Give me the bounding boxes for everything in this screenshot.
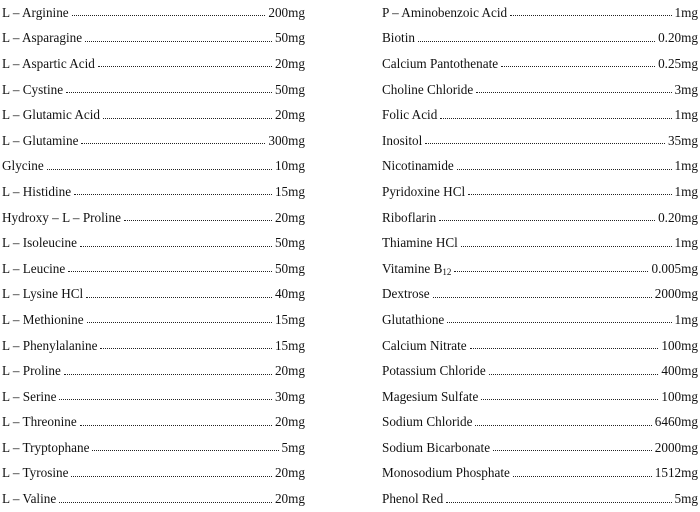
ingredient-row bbox=[2, 461, 305, 487]
ingredient-amount: 1mg bbox=[674, 311, 698, 327]
ingredient-name-subscript: 12 bbox=[442, 266, 452, 277]
ingredient-name bbox=[382, 389, 478, 405]
ingredient-row bbox=[2, 486, 305, 512]
ingredient-name bbox=[382, 56, 498, 72]
ingredient-name bbox=[382, 338, 467, 354]
ingredient-name-text: L – Phenylalanine bbox=[2, 337, 98, 353]
ingredient-row bbox=[382, 435, 698, 461]
left-ingredient-list bbox=[2, 0, 305, 512]
dot-leader bbox=[447, 322, 671, 323]
ingredient-row bbox=[382, 230, 698, 256]
ingredient-name bbox=[382, 30, 415, 46]
ingredient-amount: 1mg bbox=[674, 4, 698, 20]
ingredient-row bbox=[2, 128, 305, 154]
ingredient-row bbox=[2, 26, 305, 52]
ingredient-name-text: L – Tyrosine bbox=[2, 465, 69, 481]
ingredient-name bbox=[382, 133, 422, 149]
ingredient-amount: 100mg bbox=[661, 388, 698, 404]
ingredient-name-text: L – Methionine bbox=[2, 311, 84, 327]
ingredient-amount: 15mg bbox=[274, 337, 305, 353]
ingredient-name-text: L – Aspartic Acid bbox=[2, 55, 95, 71]
dot-leader bbox=[470, 348, 659, 349]
dot-leader bbox=[481, 399, 658, 400]
dot-leader bbox=[72, 15, 266, 16]
ingredient-amount: 50mg bbox=[274, 235, 305, 251]
ingredient-amount: 30mg bbox=[274, 388, 305, 404]
ingredient-name-text: Riboflarin bbox=[382, 209, 437, 225]
ingredient-name bbox=[382, 312, 444, 328]
ingredient-amount: 400mg bbox=[661, 363, 698, 379]
ingredient-name bbox=[2, 414, 77, 430]
ingredient-name-text: Phenol Red bbox=[382, 491, 444, 507]
ingredient-name-text: Calcium Pantothenate bbox=[382, 55, 499, 71]
ingredient-row bbox=[382, 256, 698, 282]
ingredient-row bbox=[2, 77, 305, 103]
ingredient-row bbox=[2, 358, 305, 384]
ingredient-name bbox=[2, 440, 89, 456]
ingredient-amount: 1mg bbox=[674, 235, 698, 251]
ingredient-amount: 20mg bbox=[274, 363, 305, 379]
ingredient-row bbox=[382, 282, 698, 308]
ingredient-amount: 10mg bbox=[274, 158, 305, 174]
dot-leader bbox=[86, 297, 272, 298]
ingredient-name-text: L – Lysine HCl bbox=[2, 286, 84, 302]
dot-leader bbox=[418, 41, 655, 42]
ingredient-amount: 50mg bbox=[274, 30, 305, 46]
ingredient-name bbox=[382, 184, 465, 200]
ingredient-name-text: L – Threonine bbox=[2, 414, 77, 430]
ingredient-amount: 0.20mg bbox=[658, 209, 698, 225]
ingredient-amount: 2000mg bbox=[654, 286, 698, 302]
dot-leader bbox=[92, 450, 278, 451]
ingredient-row bbox=[2, 179, 305, 205]
ingredient-name bbox=[2, 158, 44, 174]
ingredient-amount: 20mg bbox=[274, 465, 305, 481]
ingredient-row bbox=[2, 435, 305, 461]
ingredient-name-text: Thiamine HCl bbox=[382, 235, 458, 251]
dot-leader bbox=[489, 374, 659, 375]
ingredient-amount: 50mg bbox=[274, 81, 305, 97]
ingredient-row bbox=[2, 154, 305, 180]
ingredient-name bbox=[2, 210, 121, 226]
ingredient-amount: 15mg bbox=[274, 183, 305, 199]
dot-leader bbox=[457, 169, 672, 170]
ingredient-name bbox=[382, 82, 473, 98]
ingredient-amount: 5mg bbox=[674, 491, 698, 507]
ingredient-name bbox=[2, 56, 95, 72]
ingredient-row bbox=[2, 384, 305, 410]
ingredient-row bbox=[382, 205, 698, 231]
ingredient-amount: 20mg bbox=[274, 414, 305, 430]
ingredient-name bbox=[382, 235, 458, 251]
ingredient-row bbox=[382, 77, 698, 103]
ingredient-name bbox=[2, 465, 68, 481]
dot-leader bbox=[87, 322, 272, 323]
ingredient-row bbox=[2, 230, 305, 256]
dot-leader bbox=[74, 194, 272, 195]
ingredient-row bbox=[382, 154, 698, 180]
ingredient-row bbox=[382, 358, 698, 384]
ingredient-row bbox=[2, 205, 305, 231]
dot-leader bbox=[454, 271, 648, 272]
dot-leader bbox=[510, 15, 671, 16]
ingredient-amount: 1mg bbox=[674, 183, 698, 199]
ingredient-name-text: Inositol bbox=[382, 132, 423, 148]
ingredient-amount: 20mg bbox=[274, 491, 305, 507]
ingredient-name-text: L – Glutamine bbox=[2, 132, 79, 148]
dot-leader bbox=[468, 194, 671, 195]
ingredient-name bbox=[382, 491, 443, 507]
ingredient-name bbox=[2, 261, 65, 277]
ingredient-name-text: Monosodium Phosphate bbox=[382, 465, 510, 481]
ingredient-row bbox=[382, 128, 698, 154]
dot-leader bbox=[85, 41, 272, 42]
ingredient-row bbox=[382, 461, 698, 487]
ingredient-name-text: L – Arginine bbox=[2, 4, 69, 20]
dot-leader bbox=[124, 220, 272, 221]
dot-leader bbox=[68, 271, 272, 272]
dot-leader bbox=[59, 399, 272, 400]
ingredient-name bbox=[382, 261, 451, 277]
ingredient-name-text: P – Aminobenzoic Acid bbox=[382, 4, 508, 20]
ingredient-row bbox=[382, 384, 698, 410]
ingredient-name bbox=[382, 440, 490, 456]
ingredient-name-text: L – Glutamic Acid bbox=[2, 107, 101, 123]
ingredient-name bbox=[382, 210, 436, 226]
ingredient-name bbox=[2, 133, 78, 149]
dot-leader bbox=[476, 92, 671, 93]
ingredient-name bbox=[382, 363, 486, 379]
ingredient-name-text: Sodium Bicarbonate bbox=[382, 439, 491, 455]
ingredient-name bbox=[2, 338, 97, 354]
ingredient-name-text: Hydroxy – L – Proline bbox=[2, 209, 121, 225]
ingredient-amount: 1512mg bbox=[654, 465, 698, 481]
ingredient-amount: 0.25mg bbox=[658, 55, 698, 71]
ingredient-row bbox=[382, 51, 698, 77]
ingredient-row bbox=[382, 0, 698, 26]
ingredient-name bbox=[2, 235, 77, 251]
dot-leader bbox=[501, 66, 655, 67]
ingredient-name-text: L – Tryptophane bbox=[2, 439, 90, 455]
ingredient-amount: 20mg bbox=[274, 107, 305, 123]
ingredient-amount: 300mg bbox=[268, 132, 305, 148]
dot-leader bbox=[446, 502, 671, 503]
ingredient-name-text: Calcium Nitrate bbox=[382, 337, 467, 353]
ingredient-row bbox=[382, 26, 698, 52]
dot-leader bbox=[100, 348, 271, 349]
dot-leader bbox=[103, 118, 272, 119]
ingredient-amount: 1mg bbox=[674, 158, 698, 174]
ingredient-name-text: Potassium Chloride bbox=[382, 363, 486, 379]
ingredient-row bbox=[2, 256, 305, 282]
dot-leader bbox=[59, 502, 272, 503]
ingredient-row bbox=[382, 486, 698, 512]
ingredient-name-text: Pyridoxine HCl bbox=[382, 183, 466, 199]
dot-leader bbox=[493, 450, 652, 451]
ingredient-row bbox=[382, 307, 698, 333]
ingredient-amount: 20mg bbox=[274, 209, 305, 225]
ingredient-amount: 40mg bbox=[274, 286, 305, 302]
right-ingredient-list bbox=[382, 0, 698, 512]
ingredient-row bbox=[2, 410, 305, 436]
dot-leader bbox=[47, 169, 272, 170]
dot-leader bbox=[64, 374, 272, 375]
ingredient-row bbox=[2, 307, 305, 333]
ingredient-name-text: L – Serine bbox=[2, 388, 57, 404]
ingredient-name-text: L – Asparagine bbox=[2, 30, 83, 46]
ingredient-name-text: L – Histidine bbox=[2, 183, 72, 199]
ingredient-name-text: Sodium Chloride bbox=[382, 414, 473, 430]
ingredient-name bbox=[2, 5, 69, 21]
dot-leader bbox=[71, 476, 271, 477]
ingredient-amount: 0.005mg bbox=[651, 260, 698, 276]
dot-leader bbox=[475, 425, 651, 426]
ingredient-name-text: L – Proline bbox=[2, 363, 61, 379]
dot-leader bbox=[425, 143, 665, 144]
ingredient-row bbox=[382, 179, 698, 205]
dot-leader bbox=[80, 246, 272, 247]
ingredient-row bbox=[2, 102, 305, 128]
ingredient-name-text: Vitamine B bbox=[382, 260, 443, 276]
ingredient-name bbox=[2, 491, 56, 507]
dot-leader bbox=[98, 66, 272, 67]
ingredient-amount: 20mg bbox=[274, 55, 305, 71]
ingredient-amount: 0.20mg bbox=[658, 30, 698, 46]
ingredient-name bbox=[2, 363, 61, 379]
ingredient-amount: 6460mg bbox=[654, 414, 698, 430]
ingredient-amount: 5mg bbox=[281, 439, 305, 455]
dot-leader bbox=[66, 92, 272, 93]
ingredient-row bbox=[2, 333, 305, 359]
dot-leader bbox=[440, 118, 671, 119]
ingredient-name bbox=[382, 286, 430, 302]
dot-leader bbox=[433, 297, 652, 298]
ingredient-name-text: Glutathione bbox=[382, 311, 445, 327]
ingredient-amount: 50mg bbox=[274, 260, 305, 276]
ingredient-amount: 15mg bbox=[274, 311, 305, 327]
ingredient-amount: 1mg bbox=[674, 107, 698, 123]
dot-leader bbox=[439, 220, 655, 221]
ingredient-name bbox=[2, 312, 84, 328]
ingredient-name bbox=[382, 5, 507, 21]
ingredient-name-text: Magesium Sulfate bbox=[382, 388, 479, 404]
ingredient-row bbox=[382, 410, 698, 436]
ingredient-name bbox=[382, 465, 510, 481]
ingredient-amount: 100mg bbox=[661, 337, 698, 353]
dot-leader bbox=[80, 425, 272, 426]
ingredient-amount: 2000mg bbox=[654, 439, 698, 455]
ingredient-row bbox=[382, 333, 698, 359]
ingredient-name bbox=[2, 82, 63, 98]
ingredient-name bbox=[382, 414, 472, 430]
ingredient-row bbox=[2, 282, 305, 308]
ingredient-row bbox=[2, 0, 305, 26]
ingredient-name-text: Folic Acid bbox=[382, 107, 438, 123]
ingredient-name-text: L – Leucine bbox=[2, 260, 66, 276]
ingredient-name-text: Choline Chloride bbox=[382, 81, 474, 97]
ingredient-name bbox=[2, 107, 100, 123]
ingredient-name-text: L – Valine bbox=[2, 491, 57, 507]
ingredient-amount: 35mg bbox=[667, 132, 698, 148]
ingredient-name-text: L – Isoleucine bbox=[2, 235, 77, 251]
ingredient-name bbox=[2, 389, 56, 405]
ingredient-name bbox=[2, 184, 71, 200]
ingredient-name-text: Nicotinamide bbox=[382, 158, 454, 174]
ingredient-amount: 3mg bbox=[674, 81, 698, 97]
ingredient-row bbox=[2, 51, 305, 77]
dot-leader bbox=[513, 476, 652, 477]
ingredient-amount: 200mg bbox=[268, 4, 305, 20]
ingredient-name-text: L – Cystine bbox=[2, 81, 64, 97]
ingredient-name-text: Dextrose bbox=[382, 286, 430, 302]
ingredient-name-text: Glycine bbox=[2, 158, 44, 174]
ingredient-row bbox=[382, 102, 698, 128]
ingredient-name bbox=[382, 107, 437, 123]
ingredient-name bbox=[2, 30, 82, 46]
ingredient-name bbox=[2, 286, 83, 302]
ingredient-name bbox=[382, 158, 454, 174]
ingredient-name-text: Biotin bbox=[382, 30, 415, 46]
dot-leader bbox=[81, 143, 265, 144]
dot-leader bbox=[461, 246, 672, 247]
